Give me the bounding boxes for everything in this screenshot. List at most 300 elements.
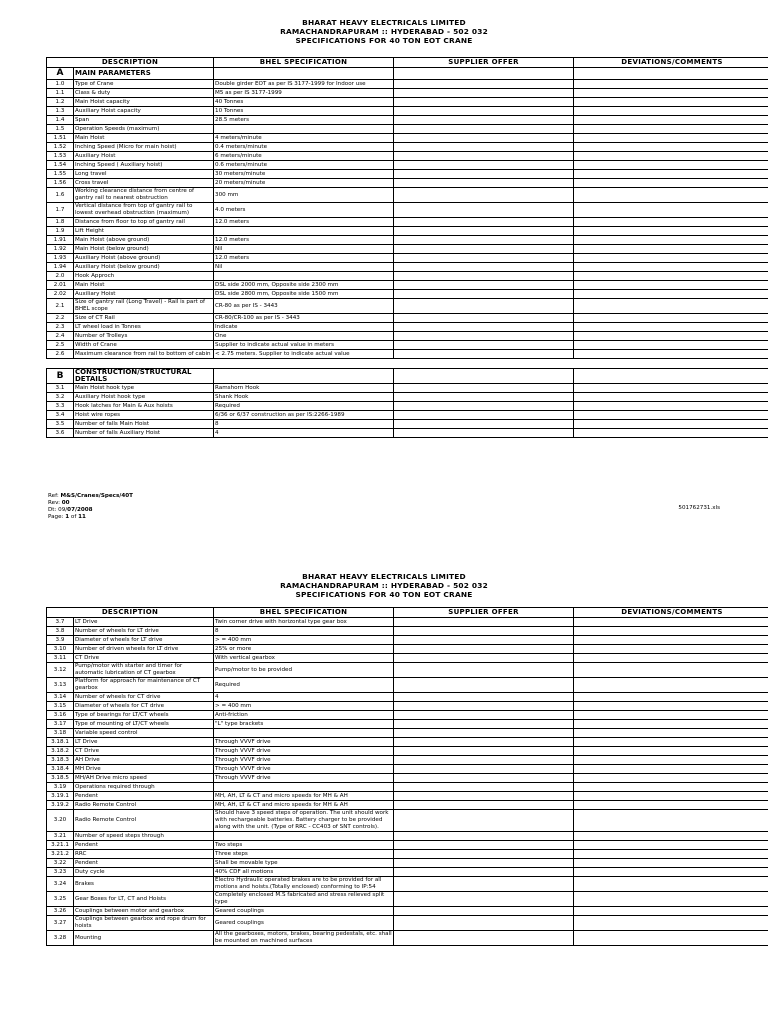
bhel-specification: Required <box>214 402 394 411</box>
item-number: 3.18.4 <box>47 765 74 774</box>
deviation-cell[interactable] <box>574 627 768 636</box>
bhel-specification: Through VVVF drive <box>214 738 394 747</box>
bhel-specification: With vertical gearbox <box>214 654 394 663</box>
item-number: 2.0 <box>47 272 74 281</box>
supplier-offer-cell[interactable] <box>394 420 574 429</box>
deviation-cell[interactable] <box>574 765 768 774</box>
deviation-cell[interactable] <box>574 868 768 877</box>
item-description: Auxiliary Hoist (above ground) <box>74 254 214 263</box>
table-row <box>47 916 768 931</box>
item-number: 3.2 <box>47 393 74 402</box>
page-of: of <box>69 514 79 520</box>
supplier-offer-cell[interactable] <box>394 756 574 765</box>
item-number: 1.7 <box>47 203 74 218</box>
deviation-cell[interactable] <box>574 236 768 245</box>
deviation-cell[interactable] <box>574 892 768 907</box>
item-description: Type of bearings for LT/CT wheels <box>74 711 214 720</box>
item-number: 2.01 <box>47 281 74 290</box>
item-description: MH/AH Drive micro speed <box>74 774 214 783</box>
supplier-offer-cell[interactable] <box>394 161 574 170</box>
deviation-cell[interactable] <box>574 702 768 711</box>
sheet-page-2 <box>0 560 768 1024</box>
item-description: Hoist wire ropes <box>74 411 214 420</box>
bhel-specification: Geared couplings <box>214 907 394 916</box>
item-number: 3.10 <box>47 645 74 654</box>
supplier-offer-cell[interactable] <box>394 80 574 89</box>
table-row <box>47 152 768 161</box>
col-header-bhel-spec: BHEL SPECIFICATION <box>214 608 394 618</box>
table-row <box>47 931 768 946</box>
supplier-offer-cell[interactable] <box>394 711 574 720</box>
supplier-offer-cell[interactable] <box>394 384 574 393</box>
deviation-cell[interactable] <box>574 203 768 218</box>
item-number: 1.5 <box>47 125 74 134</box>
item-description: Couplings between gearbox and rope drum for hoists <box>74 916 214 931</box>
supplier-offer-cell[interactable] <box>394 702 574 711</box>
bhel-specification: Anti-friction <box>214 711 394 720</box>
deviation-cell[interactable] <box>574 402 768 411</box>
deviation-cell[interactable] <box>574 245 768 254</box>
deviation-cell[interactable] <box>574 645 768 654</box>
deviation-cell[interactable] <box>574 125 768 134</box>
supplier-offer-cell[interactable] <box>394 645 574 654</box>
table-row <box>47 841 768 850</box>
supplier-offer-cell[interactable] <box>394 98 574 107</box>
supplier-offer-cell[interactable] <box>394 892 574 907</box>
bhel-specification: Through VVVF drive <box>214 774 394 783</box>
section-title: CONSTRUCTION/STRUCTURAL DETAILS <box>74 369 214 384</box>
item-number: 3.23 <box>47 868 74 877</box>
deviation-cell[interactable] <box>574 792 768 801</box>
supplier-offer-cell[interactable] <box>394 636 574 645</box>
section-letter: B <box>47 369 74 384</box>
supplier-offer-cell[interactable] <box>394 429 574 438</box>
deviation-cell[interactable] <box>574 832 768 841</box>
table-row <box>47 832 768 841</box>
deviation-cell[interactable] <box>574 678 768 693</box>
supplier-offer-cell[interactable] <box>394 170 574 179</box>
bhel-specification: Ramshorn Hook <box>214 384 394 393</box>
bhel-specification <box>214 783 394 792</box>
table-row <box>47 350 768 359</box>
table-row <box>47 170 768 179</box>
deviation-cell[interactable] <box>574 411 768 420</box>
item-number: 2.02 <box>47 290 74 299</box>
bhel-specification: 8 <box>214 627 394 636</box>
deviation-cell[interactable] <box>574 143 768 152</box>
bhel-specification: 0.6 meters/minute <box>214 161 394 170</box>
item-description: Auxiliary Hoist <box>74 152 214 161</box>
supplier-offer-cell[interactable] <box>394 341 574 350</box>
bhel-specification: Nil <box>214 263 394 272</box>
deviation-cell[interactable] <box>574 299 768 314</box>
supplier-offer-cell[interactable] <box>394 765 574 774</box>
item-description: Pendent <box>74 859 214 868</box>
page-total: 11 <box>78 514 86 520</box>
item-description: Operations required through <box>74 783 214 792</box>
item-description: Type of Crane <box>74 80 214 89</box>
item-description: Maximum clearance from rail to bottom of cabin <box>74 350 214 359</box>
deviation-cell[interactable] <box>574 693 768 702</box>
item-number: 3.24 <box>47 877 74 892</box>
supplier-offer-cell[interactable] <box>394 783 574 792</box>
supplier-offer-cell[interactable] <box>394 179 574 188</box>
deviation-cell[interactable] <box>574 80 768 89</box>
item-number: 3.18.1 <box>47 738 74 747</box>
page-label: Page: <box>48 514 66 520</box>
deviation-cell[interactable] <box>574 227 768 236</box>
deviation-cell[interactable] <box>574 663 768 678</box>
deviation-cell[interactable] <box>574 654 768 663</box>
deviation-cell[interactable] <box>574 850 768 859</box>
deviation-cell[interactable] <box>574 810 768 832</box>
company-address: RAMACHANDRAPURAM :: HYDERABAD - 502 032 <box>280 581 488 590</box>
item-number: 3.1 <box>47 384 74 393</box>
table-row <box>47 783 768 792</box>
deviation-cell[interactable] <box>574 116 768 125</box>
item-description: Auxiliary Hoist <box>74 290 214 299</box>
item-description: Number of wheels for CT drive <box>74 693 214 702</box>
supplier-offer-cell[interactable] <box>394 89 574 98</box>
supplier-offer-cell[interactable] <box>394 245 574 254</box>
item-description: LT wheel load in Tonnes <box>74 323 214 332</box>
table-row <box>47 143 768 152</box>
deviation-cell[interactable] <box>574 170 768 179</box>
item-description: Vertical distance from top of gantry rail to lowest overhead obstruction (maximum) <box>74 203 214 218</box>
table-row <box>47 765 768 774</box>
table-row <box>47 792 768 801</box>
supplier-offer-cell[interactable] <box>394 236 574 245</box>
deviation-cell[interactable] <box>574 720 768 729</box>
deviation-cell[interactable] <box>574 350 768 359</box>
item-description: Class & duty <box>74 89 214 98</box>
table-row <box>47 203 768 218</box>
table-row <box>47 678 768 693</box>
bhel-specification: 10 Tonnes <box>214 107 394 116</box>
bhel-specification: Required <box>214 678 394 693</box>
supplier-offer-cell[interactable] <box>394 152 574 161</box>
item-description: Platform for approach for maintenance of CT gearbox <box>74 678 214 693</box>
table-row <box>47 218 768 227</box>
table-row <box>47 254 768 263</box>
deviation-cell[interactable] <box>574 420 768 429</box>
deviation-cell[interactable] <box>574 756 768 765</box>
deviation-cell[interactable] <box>574 729 768 738</box>
document-title: SPECIFICATIONS FOR 40 TON EOT CRANE <box>295 590 473 599</box>
table-row <box>47 125 768 134</box>
deviation-cell[interactable] <box>574 332 768 341</box>
bhel-specification: CR-80/CR-100 as per IS - 3443 <box>214 314 394 323</box>
item-description: Auxiliary Hoist (below ground) <box>74 263 214 272</box>
spacer-row <box>47 359 768 369</box>
supplier-offer-cell[interactable] <box>394 907 574 916</box>
table-row <box>47 393 768 402</box>
item-number: 3.20 <box>47 810 74 832</box>
item-number: 2.6 <box>47 350 74 359</box>
deviation-cell[interactable] <box>574 783 768 792</box>
bhel-specification: 300 mm <box>214 188 394 203</box>
supplier-offer-cell[interactable] <box>394 134 574 143</box>
page-number: 1 <box>65 514 70 520</box>
item-number: 3.7 <box>47 618 74 627</box>
table-row <box>47 299 768 314</box>
supplier-offer-cell[interactable] <box>394 868 574 877</box>
supplier-offer-cell[interactable] <box>394 323 574 332</box>
bhel-specification: 6 meters/minute <box>214 152 394 161</box>
table-row <box>47 663 768 678</box>
deviation-cell[interactable] <box>574 161 768 170</box>
table-row <box>47 420 768 429</box>
deviation-cell[interactable] <box>574 254 768 263</box>
deviation-cell[interactable] <box>574 393 768 402</box>
supplier-offer-cell[interactable] <box>394 314 574 323</box>
supplier-offer-cell[interactable] <box>394 859 574 868</box>
bhel-specification: Through VVVF drive <box>214 747 394 756</box>
deviation-cell[interactable] <box>574 738 768 747</box>
item-number: 3.11 <box>47 654 74 663</box>
item-description: Pump/motor with starter and timer for automatic lubrication of CT gearbox <box>74 663 214 678</box>
deviation-cell[interactable] <box>574 841 768 850</box>
rev-label: Rev: <box>48 500 62 506</box>
spec-table <box>46 607 768 946</box>
table-row <box>47 756 768 765</box>
table-row <box>47 636 768 645</box>
document-title: SPECIFICATIONS FOR 40 TON EOT CRANE <box>295 36 473 45</box>
table-row <box>47 868 768 877</box>
deviation-cell[interactable] <box>574 429 768 438</box>
deviation-cell[interactable] <box>574 323 768 332</box>
table-row <box>47 332 768 341</box>
supplier-offer-cell[interactable] <box>394 116 574 125</box>
page-footer <box>48 493 133 521</box>
supplier-offer-cell[interactable] <box>394 332 574 341</box>
supplier-offer-cell[interactable] <box>394 107 574 116</box>
item-number: 2.1 <box>47 299 74 314</box>
bhel-specification: Shall be movable type <box>214 859 394 868</box>
item-description: Radio Remote Control <box>74 801 214 810</box>
item-description: CT Drive <box>74 654 214 663</box>
deviation-cell[interactable] <box>574 290 768 299</box>
deviation-cell[interactable] <box>574 711 768 720</box>
bhel-specification: Indicate <box>214 323 394 332</box>
item-description: Inching Speed (Micro for main hoist) <box>74 143 214 152</box>
date-value: 07/2008 <box>67 507 93 513</box>
item-number: 1.1 <box>47 89 74 98</box>
table-row <box>47 341 768 350</box>
supplier-offer-cell[interactable] <box>394 678 574 693</box>
deviation-cell[interactable] <box>574 272 768 281</box>
item-number: 1.3 <box>47 107 74 116</box>
bhel-specification: One <box>214 332 394 341</box>
deviation-cell[interactable] <box>574 636 768 645</box>
bhel-specification: 4 <box>214 429 394 438</box>
bhel-specification: 12.0 meters <box>214 218 394 227</box>
deviation-cell[interactable] <box>574 341 768 350</box>
supplier-offer-cell[interactable] <box>394 263 574 272</box>
supplier-offer-cell[interactable] <box>394 663 574 678</box>
supplier-offer-cell[interactable] <box>394 738 574 747</box>
supplier-offer-cell[interactable] <box>394 299 574 314</box>
supplier-offer-cell[interactable] <box>394 411 574 420</box>
supplier-offer-cell[interactable] <box>394 227 574 236</box>
bhel-specification: Through VVVF drive <box>214 756 394 765</box>
supplier-offer-cell[interactable] <box>394 272 574 281</box>
deviation-cell[interactable] <box>574 188 768 203</box>
bhel-specification: < 2.75 meters. Supplier to indicate actual value <box>214 350 394 359</box>
supplier-offer-cell[interactable] <box>394 125 574 134</box>
table-row <box>47 290 768 299</box>
bhel-specification: > = 400 mm <box>214 702 394 711</box>
item-number: 3.21.2 <box>47 850 74 859</box>
supplier-offer-cell[interactable] <box>394 810 574 832</box>
deviation-cell[interactable] <box>574 916 768 931</box>
item-number: 3.13 <box>47 678 74 693</box>
bhel-specification: Geared couplings <box>214 916 394 931</box>
deviation-cell[interactable] <box>574 179 768 188</box>
supplier-offer-cell[interactable] <box>394 218 574 227</box>
supplier-offer-cell[interactable] <box>394 618 574 627</box>
supplier-offer-cell[interactable] <box>394 877 574 892</box>
item-number: 1.2 <box>47 98 74 107</box>
item-number: 3.28 <box>47 931 74 946</box>
table-header-row <box>47 58 768 68</box>
item-number: 3.17 <box>47 720 74 729</box>
item-description: Size of gantry rail (Long Travel) - Rail is part of BHEL scope <box>74 299 214 314</box>
col-header-supplier-offer: SUPPLIER OFFER <box>394 58 574 68</box>
item-description: Auxiliary Hoist capacity <box>74 107 214 116</box>
table-row <box>47 98 768 107</box>
col-header-supplier-offer: SUPPLIER OFFER <box>394 608 574 618</box>
supplier-offer-cell[interactable] <box>394 841 574 850</box>
item-number: 2.4 <box>47 332 74 341</box>
deviation-cell[interactable] <box>574 931 768 946</box>
supplier-offer-cell[interactable] <box>394 916 574 931</box>
deviation-cell[interactable] <box>574 877 768 892</box>
item-number: 3.18.2 <box>47 747 74 756</box>
item-description: Duty cycle <box>74 868 214 877</box>
table-row <box>47 411 768 420</box>
supplier-offer-cell[interactable] <box>394 254 574 263</box>
supplier-offer-cell[interactable] <box>394 774 574 783</box>
deviation-cell[interactable] <box>574 384 768 393</box>
item-number: 1.52 <box>47 143 74 152</box>
item-number: 1.56 <box>47 179 74 188</box>
deviation-cell[interactable] <box>574 263 768 272</box>
supplier-offer-cell[interactable] <box>394 693 574 702</box>
item-description: Number of Trolleys <box>74 332 214 341</box>
item-description: Number of falls Auxiliary Hoist <box>74 429 214 438</box>
item-number: 2.3 <box>47 323 74 332</box>
bhel-specification: 28.5 meters <box>214 116 394 125</box>
supplier-offer-cell[interactable] <box>394 350 574 359</box>
item-number: 1.92 <box>47 245 74 254</box>
bhel-specification: 25% or more <box>214 645 394 654</box>
supplier-offer-cell[interactable] <box>394 627 574 636</box>
item-number: 3.12 <box>47 663 74 678</box>
table-row <box>47 907 768 916</box>
deviation-cell[interactable] <box>574 281 768 290</box>
item-description: Diameter of wheels for LT drive <box>74 636 214 645</box>
item-description: Mounting <box>74 931 214 946</box>
item-description: AH Drive <box>74 756 214 765</box>
deviation-cell[interactable] <box>574 774 768 783</box>
item-number: 3.26 <box>47 907 74 916</box>
bhel-specification: 40 Tonnes <box>214 98 394 107</box>
deviation-cell[interactable] <box>574 907 768 916</box>
supplier-offer-cell[interactable] <box>394 832 574 841</box>
supplier-offer-cell[interactable] <box>394 931 574 946</box>
item-number: 3.27 <box>47 916 74 931</box>
item-number: 1.94 <box>47 263 74 272</box>
supplier-offer-cell[interactable] <box>394 801 574 810</box>
item-description: Hook latches for Main & Aux hoists <box>74 402 214 411</box>
table-row <box>47 627 768 636</box>
section-title: MAIN PARAMETERS <box>74 68 214 80</box>
item-description: LT Drive <box>74 618 214 627</box>
deviation-cell[interactable] <box>574 89 768 98</box>
supplier-offer-cell[interactable] <box>394 850 574 859</box>
deviation-cell[interactable] <box>574 618 768 627</box>
bhel-specification: Shank Hook <box>214 393 394 402</box>
deviation-cell[interactable] <box>574 859 768 868</box>
table-row <box>47 245 768 254</box>
bhel-specification: Pump/motor to be provided <box>214 663 394 678</box>
supplier-offer-cell[interactable] <box>394 290 574 299</box>
item-number: 3.3 <box>47 402 74 411</box>
item-description: Couplings between motor and gearbox <box>74 907 214 916</box>
bhel-specification: "L" type brackets <box>214 720 394 729</box>
table-row <box>47 227 768 236</box>
table-row <box>47 711 768 720</box>
deviation-cell[interactable] <box>574 218 768 227</box>
table-header-row <box>47 608 768 618</box>
item-description: Span <box>74 116 214 125</box>
supplier-offer-cell[interactable] <box>394 393 574 402</box>
item-description: RRC <box>74 850 214 859</box>
item-description: Radio Remote Control <box>74 810 214 832</box>
supplier-offer-cell[interactable] <box>394 203 574 218</box>
col-header-deviations: DEVIATIONS/COMMENTS <box>574 58 768 68</box>
table-row <box>47 774 768 783</box>
deviation-cell[interactable] <box>574 134 768 143</box>
supplier-offer-cell[interactable] <box>394 720 574 729</box>
item-description: Distance from floor to top of gantry rail <box>74 218 214 227</box>
supplier-offer-cell[interactable] <box>394 281 574 290</box>
col-header-description: DESCRIPTION <box>47 608 214 618</box>
item-number: 3.22 <box>47 859 74 868</box>
deviation-cell[interactable] <box>574 314 768 323</box>
deviation-cell[interactable] <box>574 107 768 116</box>
deviation-cell[interactable] <box>574 801 768 810</box>
deviation-cell[interactable] <box>574 98 768 107</box>
company-name: BHARAT HEAVY ELECTRICALS LIMITED <box>302 18 466 27</box>
supplier-offer-cell[interactable] <box>394 402 574 411</box>
supplier-offer-cell[interactable] <box>394 729 574 738</box>
deviation-cell[interactable] <box>574 747 768 756</box>
supplier-offer-cell[interactable] <box>394 747 574 756</box>
supplier-offer-cell[interactable] <box>394 654 574 663</box>
supplier-offer-cell[interactable] <box>394 143 574 152</box>
item-description: Long travel <box>74 170 214 179</box>
deviation-cell[interactable] <box>574 152 768 161</box>
table-row <box>47 429 768 438</box>
supplier-offer-cell[interactable] <box>394 792 574 801</box>
item-number: 2.5 <box>47 341 74 350</box>
company-address: RAMACHANDRAPURAM :: HYDERABAD - 502 032 <box>280 27 488 36</box>
bhel-specification: MH, AH, LT & CT and micro speeds for MH & AH <box>214 801 394 810</box>
supplier-offer-cell[interactable] <box>394 188 574 203</box>
col-header-bhel-spec: BHEL SPECIFICATION <box>214 58 394 68</box>
